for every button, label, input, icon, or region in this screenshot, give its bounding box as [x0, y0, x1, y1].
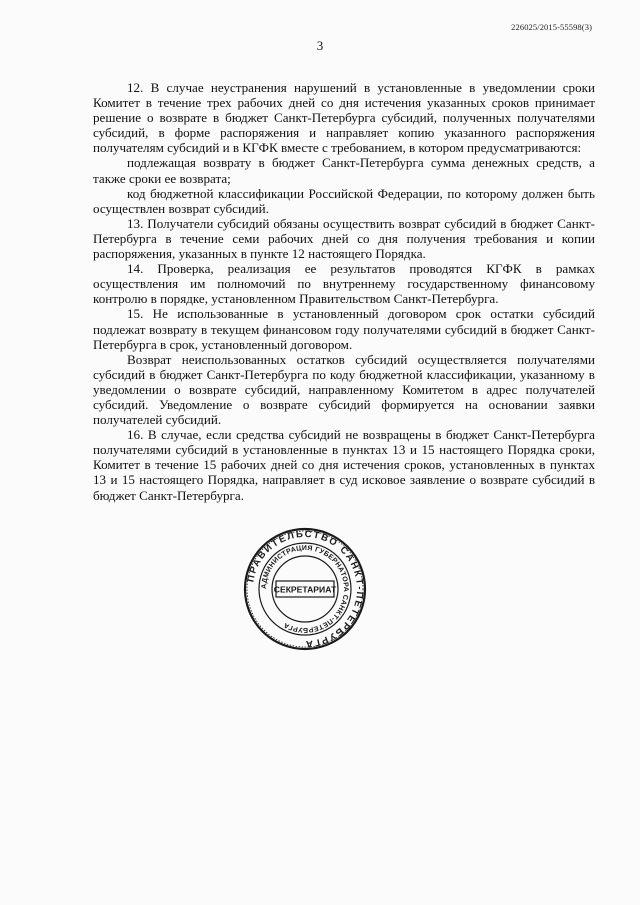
paragraph-13: 13. Получатели субсидий обязаны осуществить возврат субсидий в бюджет Санкт-Петербурга в течение семи рабочих дней со дня получения требования и копии распоряжения, указанных в пункте 12 настоящего Порядка.	[93, 215, 595, 262]
paragraph-12: 12. В случае неустранения нарушений в установленные в уведомлении сроки Комитет в течение трех рабочих дней со дня истечения указанных сроков принимает решение о возврате в бюджет Санкт-Петербурга субсидий, полученных получателями субсидий, в форме распоряжения и направляет копию указанного распоряжения получателям субсидий и в КГФК вместе с требованием, в котором предусматриваются:	[93, 80, 595, 156]
seal-inner-ring-text: АДМИНИСТРАЦИЯ ГУБЕРНАТОРА САНКТ-ПЕТЕРБУРГА	[260, 544, 350, 634]
document-body	[93, 80, 595, 503]
paragraph-12-item-sum: подлежащая возврату в бюджет Санкт-Петербурга сумма денежных средств, а также сроки ее возврата;	[93, 155, 595, 186]
official-seal-stamp	[243, 527, 367, 651]
paragraph-16: 16. В случае, если средства субсидий не возвращены в бюджет Санкт-Петербурга получателями субсидий в установленные в пунктах 13 и 15 настоящего Порядка сроки, Комитет в течение 15 рабочих дней со дня истечения сроков, установленных в пунктах 13 и 15 настоящего Порядка, направляет в суд исковое заявление о возврате субсидий в бюджет Санкт-Петербурга.	[93, 427, 595, 503]
paragraph-14: 14. Проверка, реализация ее результатов проводятся КГФК в рамках осуществления им полномочий по внутреннему государственному финансовому контролю в порядке, установленном Правительством Санкт-Петербурга.	[93, 261, 595, 307]
seal-graphic	[243, 527, 367, 651]
seal-center-text: СЕКРЕТАРИАТ	[273, 584, 337, 595]
document-id-number: 226025/2015-55598(3)	[511, 22, 592, 32]
page-number: 3	[316, 38, 324, 53]
paragraph-15: 15. Не использованные в установленный договором срок остатки субсидий подлежат возврату в текущем финансовом году получателями субсидий в бюджет Санкт-Петербурга в срок, установленный договором.	[93, 306, 595, 352]
paragraph-15-return: Возврат неиспользованных остатков субсидий осуществляется получателями субсидий в бюджет Санкт-Петербурга по коду бюджетной классификации, указанному в уведомлении о возврате субсидий, направленному Комитетом в адрес получателей субсидий. Уведомление о возврате субсидий формируется на основании заявки получателей субсидий.	[93, 351, 595, 428]
paragraph-12-item-code: код бюджетной классификации Российской Федерации, по которому должен быть осуществлен возврат субсидий.	[93, 185, 595, 216]
seal-outer-ring-text: ПРАВИТЕЛЬСТВО САНКТ-ПЕТЕРБУРГА	[245, 528, 366, 650]
